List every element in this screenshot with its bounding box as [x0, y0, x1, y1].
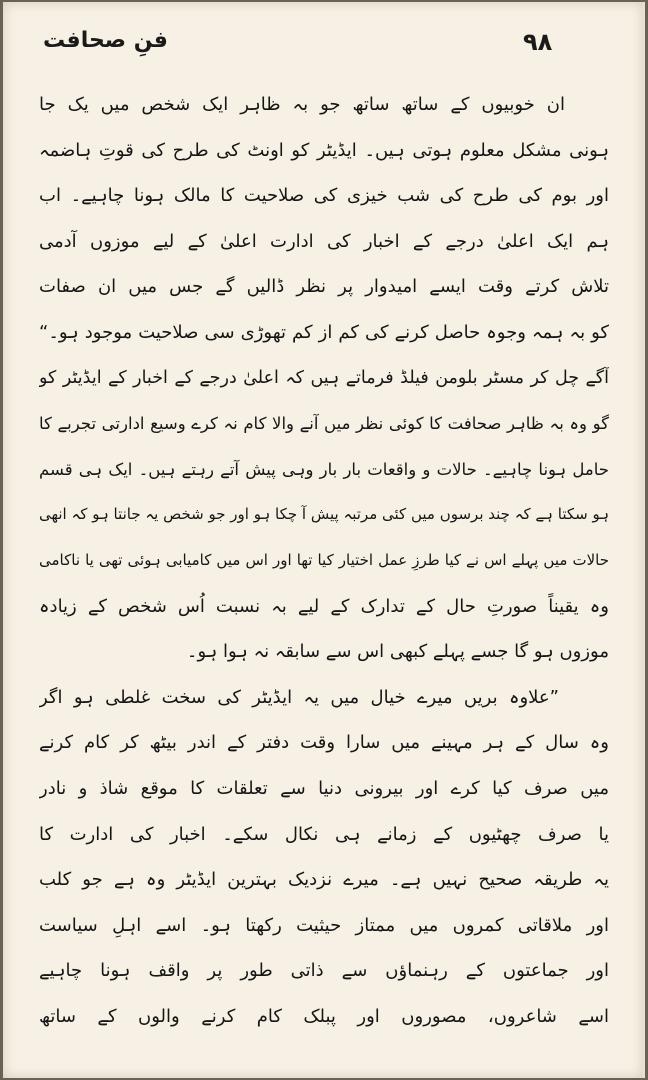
text-line: حامل ہونا چاہیے۔ حالات و واقعات بار بار وہی پیش آتے رہتے ہیں۔ ایک ہی قسم	[39, 459, 609, 479]
text-line: ہونی مشکل معلوم ہوتی ہیں۔ ایڈیٹر کو اونٹ کی طرح کی قوتِ ہاضمہ	[39, 139, 609, 161]
paragraph	[39, 675, 609, 1040]
book-page	[3, 2, 645, 1078]
text-line: ”علاوہ بریں میرے خیال میں یہ ایڈیٹر کی سخت غلطی ہو اگر	[39, 686, 559, 708]
text-line: اور جماعتوں کے رہنماؤں سے ذاتی طور پر واقف ہونا چاہیے	[39, 960, 609, 982]
text-line: میں صرف کیا کرے اور بیرونی دنیا سے تعلقات کا موقع شاذ و نادر	[39, 777, 609, 799]
text-line: ہم ایک اعلیٰ درجے کے اخبار کی ادارت اعلیٰ کے لیے موزوں آدمی	[39, 230, 609, 252]
text-line: آگے چل کر مسٹر بلومن فیلڈ فرماتے ہیں کہ اعلیٰ درجے کے اخبار کے ایڈیٹر کو	[39, 367, 609, 388]
text-line: کو بہ ہمہ وجوہ حاصل کرنے کی کم از کم تھوڑی سی صلاحیت موجود ہو۔“	[39, 321, 609, 343]
paragraph	[39, 356, 609, 675]
text-line: اسے شاعروں، مصوروں اور پبلک کام کرنے والوں کے ساتھ	[39, 1005, 609, 1027]
running-head: فنِ صحافت	[43, 28, 168, 53]
text-line: یا صرف چھٹیوں کے زمانے ہی نکال سکے۔ اخبار کی ادارت کا	[39, 823, 609, 845]
paragraph	[39, 82, 609, 356]
text-line: گو وہ بہ ظاہر صحافت کا کوئی نظر میں آنے والا کام نہ کرے وسیع ادارتی تجربے کا	[39, 414, 609, 434]
text-line: اور بوم کی طرح کی شب خیزی کی صلاحیت کا مالک ہونا چاہیے۔ اب	[39, 185, 609, 207]
text-line: ان خوبیوں کے ساتھ ساتھ جو بہ ظاہر ایک شخص میں یک جا	[39, 94, 565, 115]
body-text	[39, 82, 609, 1039]
text-line: وہ سال کے ہر مہینے میں سارا وقت دفتر کے اندر بیٹھ کر کام کرنے	[39, 732, 609, 754]
page-header	[33, 28, 613, 62]
page-number: ۹۸	[523, 28, 553, 56]
text-line: ہو سکتا ہے کہ چند برسوں میں کئی مرتبہ پیش آ چکا ہو اور جو شخص یہ جانتا ہو کہ انھی	[39, 505, 609, 524]
text-line: حالات میں پہلے اس نے کیا طرزِ عمل اختیار کیا تھا اور اس میں کامیابی ہوئی تھی یا ناکامی	[39, 550, 609, 569]
text-line: تلاش کرتے وقت ایسے امیدوار پر نظر ڈالیں گے جس میں ان صفات	[39, 276, 609, 298]
text-line: موزوں ہو گا جسے پہلے کبھی اس سے سابقہ نہ ہوا ہو۔	[186, 641, 609, 663]
text-line: اور ملاقاتی کمروں میں ممتاز حیثیت رکھتا ہو۔ اسے اہلِ سیاست	[39, 914, 609, 936]
text-line: وہ یقیناً صورتِ حال کے تدارک کے لیے بہ نسبت اُس شخص کے زیادہ	[39, 595, 609, 617]
text-line: یہ طریقہ صحیح نہیں ہے۔ میرے نزدیک بہترین ایڈیٹر وہ ہے جو کلب	[39, 869, 609, 891]
